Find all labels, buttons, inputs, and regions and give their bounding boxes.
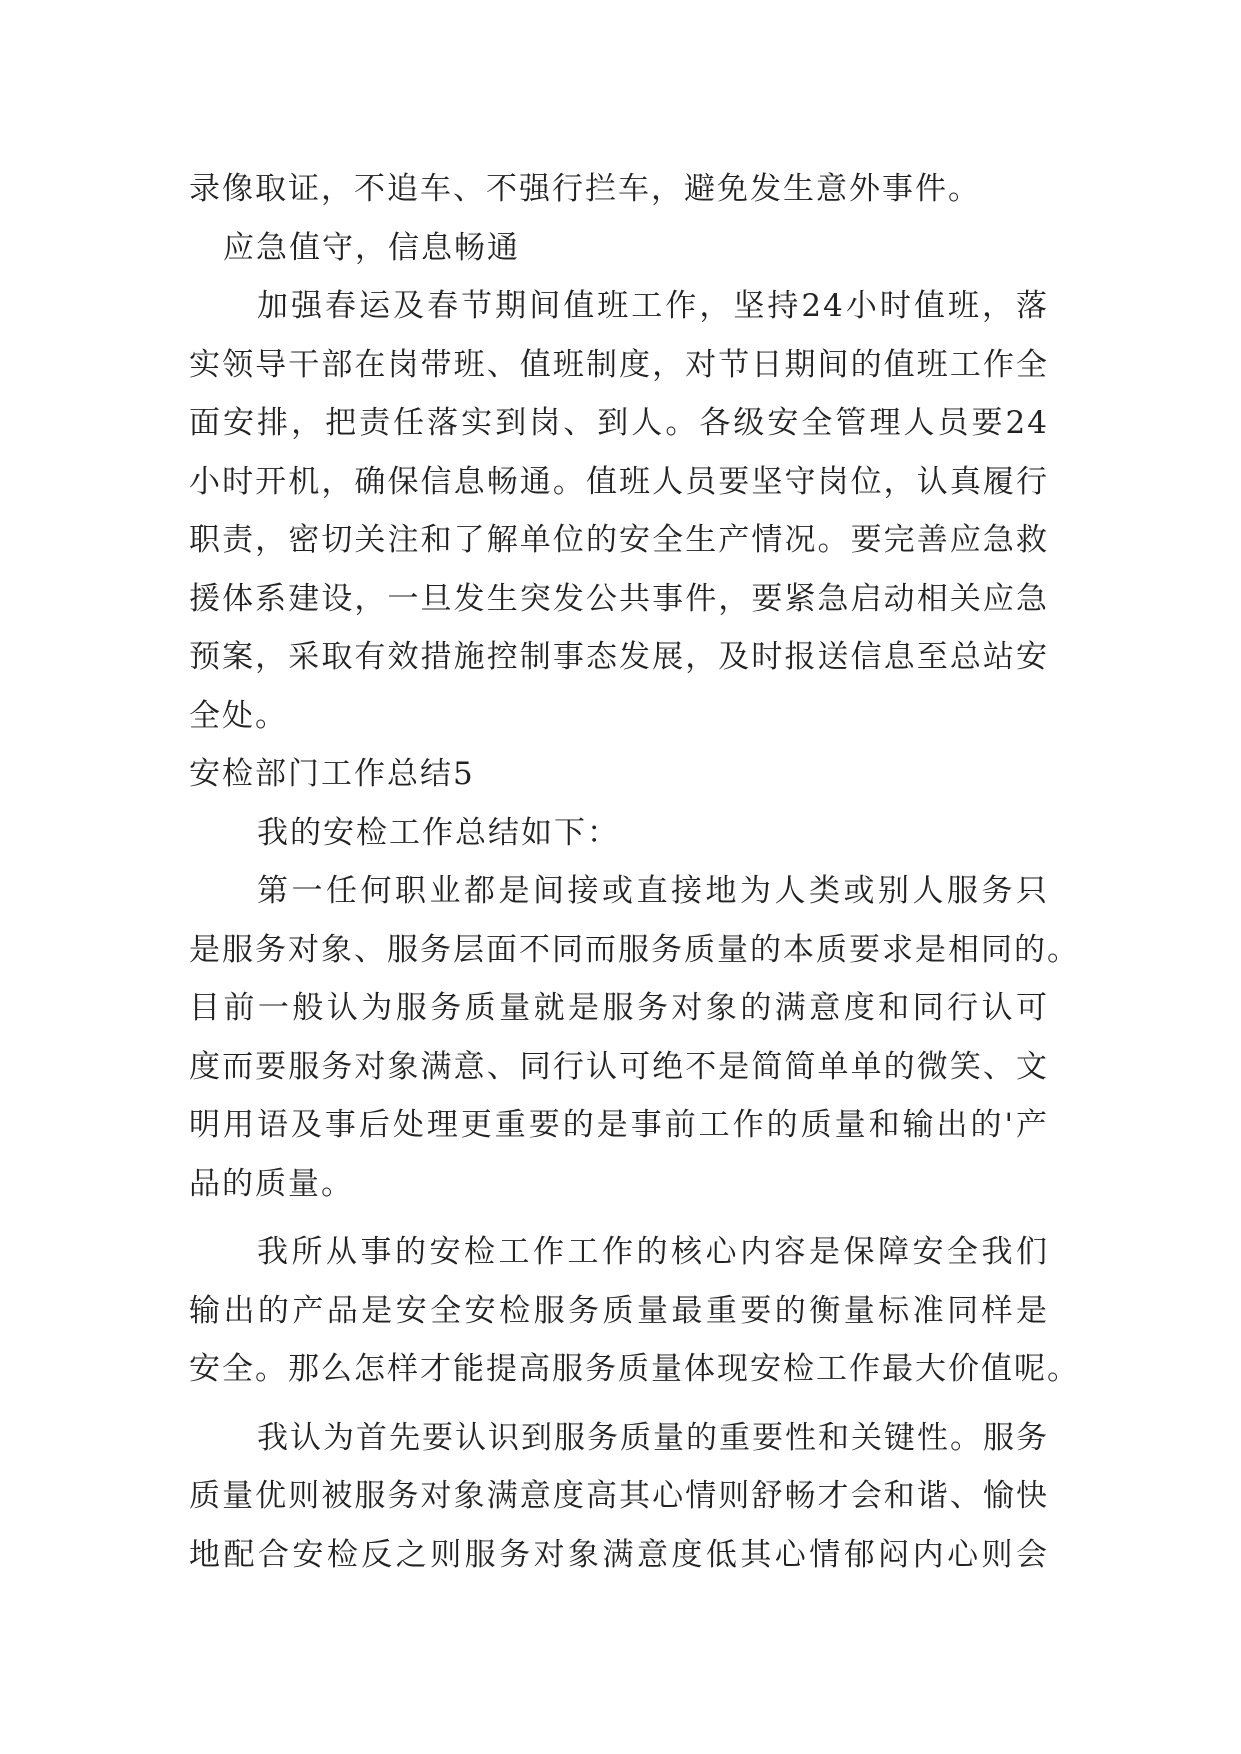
text-line: 度而要服务对象满意、同行认可绝不是简简单单的微笑、文 [189, 1048, 1049, 1085]
text-line: 我所从事的安检工作工作的核心内容是保障安全我们 [257, 1234, 1049, 1270]
section-title: 安检部门工作总结5 [189, 756, 475, 792]
text-line: 援体系建设，一旦发生突发公共事件，要紧急启动相关应急 [189, 580, 1049, 617]
text-line: 是服务对象、服务层面不同而服务质量的本质要求是相同的。 [189, 931, 1080, 968]
text-line: 职责，密切关注和了解单位的安全生产情况。要完善应急救 [189, 522, 1049, 558]
text-line: 品的质量。 [189, 1165, 354, 1202]
text-line: 输出的产品是安全安检服务质量最重要的衡量标准同样是 [189, 1292, 1049, 1329]
text-line: 质量优则被服务对象满意度高其心情则舒畅才会和谐、愉快 [189, 1478, 1049, 1514]
text-line: 目前一般认为服务质量就是服务对象的满意度和同行认可 [189, 990, 1049, 1026]
text-line: 安全。那么怎样才能提高服务质量体现安检工作最大价值呢。 [189, 1351, 1080, 1387]
text-line: 我认为首先要认识到服务质量的重要性和关键性。服务 [257, 1419, 1049, 1456]
text-line: 面安排，把责任落实到岗、到人。各级安全管理人员要24 [189, 405, 1049, 441]
text-line: 第一任何职业都是间接或直接地为人类或别人服务只 [257, 873, 1049, 909]
text-line: 地配合安检反之则服务对象满意度低其心情郁闷内心则会 [189, 1536, 1049, 1573]
text-line: 录像取证，不追车、不强行拦车，避免发生意外事件。 [189, 171, 981, 207]
text-line: 预案，采取有效措施控制事态发展，及时报送信息至总站安 [189, 639, 1049, 675]
section-heading: 应急值守，信息畅通 [223, 229, 520, 266]
text-line: 实领导干部在岗带班、值班制度，对节日期间的值班工作全 [189, 346, 1049, 383]
text-line: 我的安检工作总结如下： [257, 814, 620, 851]
text-line: 加强春运及春节期间值班工作，坚持24小时值班，落 [257, 288, 1049, 324]
text-line: 明用语及事后处理更重要的是事前工作的质量和输出的'产 [189, 1107, 1049, 1143]
text-line: 全处。 [189, 697, 288, 734]
text-line: 小时开机，确保信息畅通。值班人员要坚守岗位，认真履行 [189, 463, 1049, 500]
document-body [189, 160, 1080, 1584]
